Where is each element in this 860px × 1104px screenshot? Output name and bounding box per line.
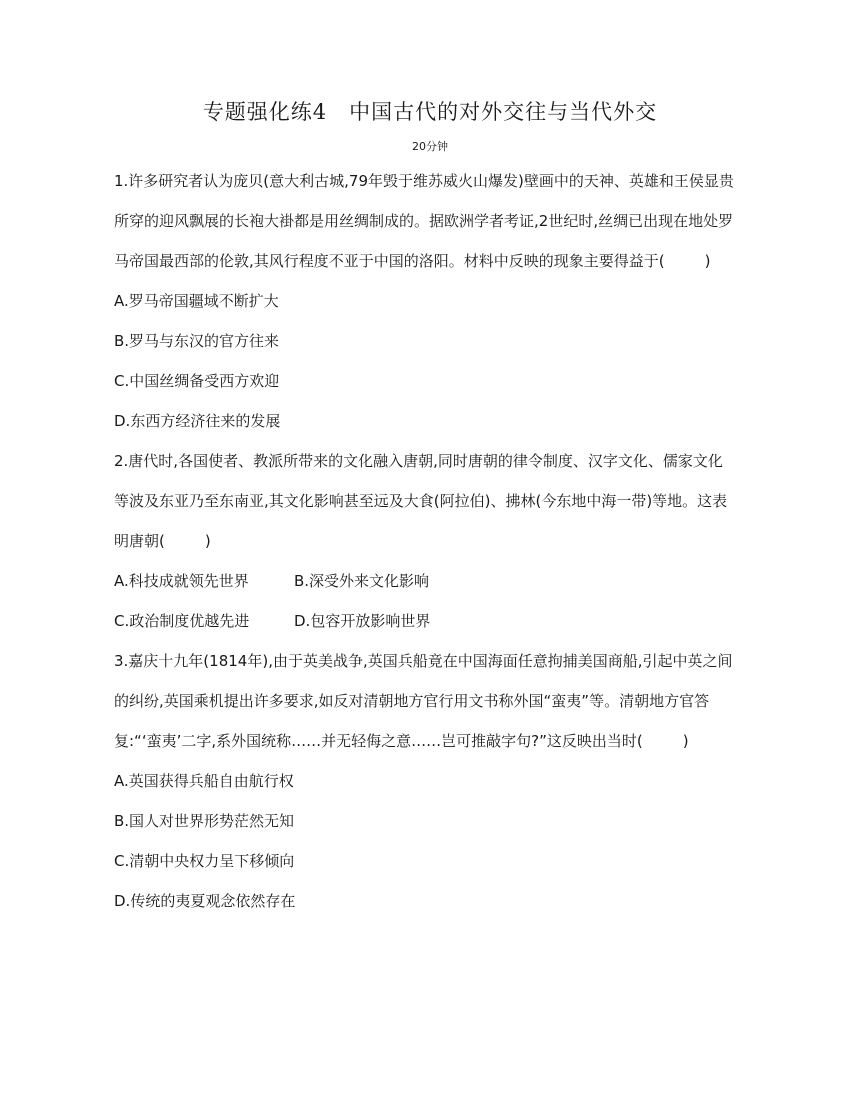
time-limit: 20分钟 — [412, 140, 448, 153]
question-2 — [114, 445, 754, 645]
option-d: D.传统的夷夏观念依然存在 — [114, 892, 296, 910]
question-stem-line — [114, 245, 754, 285]
question-stem-text: 明唐朝( — [114, 532, 165, 550]
question-stem-line: 的纠纷,英国乘机提出许多要求,如反对清朝地方官行用文书称外国“蛮夷”等。清朝地方官答 — [114, 692, 710, 710]
question-stem-text: 复:“‘蛮夷’二字,系外国统称……并无轻侮之意……岂可推敲字句?”这反映出当时( — [114, 732, 643, 750]
option-c: C.中国丝绸备受西方欢迎 — [114, 372, 280, 390]
option-a: A.罗马帝国疆域不断扩大 — [114, 292, 279, 310]
question-stem-line: 等波及东亚乃至东南亚,其文化影响甚至远及大食(阿拉伯)、拂林(今东地中海一带)等地。这表 — [114, 492, 728, 510]
option-a: A.科技成就领先世界 — [114, 572, 249, 590]
option-row — [114, 605, 754, 645]
question-stem-line: 2.唐代时,各国使者、教派所带来的文化融入唐朝,同时唐朝的律令制度、汉字文化、儒家文化 — [114, 452, 723, 470]
option-b: B.罗马与东汉的官方往来 — [114, 332, 280, 350]
option-row — [114, 565, 754, 605]
option-c: C.清朝中央权力呈下移倾向 — [114, 852, 295, 870]
question-3 — [114, 645, 754, 925]
option-d: D.东西方经济往来的发展 — [114, 412, 281, 430]
option-c: C.政治制度优越先进 — [114, 612, 250, 630]
answer-paren-close: ) — [204, 532, 211, 550]
question-stem-line — [114, 725, 754, 765]
question-1 — [114, 165, 754, 445]
question-stem-line — [114, 525, 754, 565]
question-stem-text: 马帝国最西部的伦敦,其风行程度不亚于中国的洛阳。材料中反映的现象主要得益于( — [114, 252, 665, 270]
question-stem-line: 所穿的迎风飘展的长袍大褂都是用丝绸制成的。据欧洲学者考证,2世纪时,丝绸已出现在地处罗 — [114, 212, 734, 230]
option-d: D.包容开放影响世界 — [294, 612, 431, 630]
option-b: B.深受外来文化影响 — [294, 572, 430, 590]
answer-paren-close: ) — [704, 252, 711, 270]
option-b: B.国人对世界形势茫然无知 — [114, 812, 295, 830]
question-stem-line: 3.嘉庆十九年(1814年),由于英美战争,英国兵船竟在中国海面任意拘捕美国商船,引起中英之间 — [114, 652, 733, 670]
answer-paren-close: ) — [682, 732, 689, 750]
questions-body — [114, 165, 754, 925]
option-a: A.英国获得兵船自由航行权 — [114, 772, 294, 790]
question-stem-line: 1.许多研究者认为庞贝(意大利古城,79年毁于维苏威火山爆发)壁画中的天神、英雄和王侯显贵 — [114, 172, 734, 190]
page-title: 专题强化练4 中国古代的对外交往与当代外交 — [202, 100, 658, 124]
